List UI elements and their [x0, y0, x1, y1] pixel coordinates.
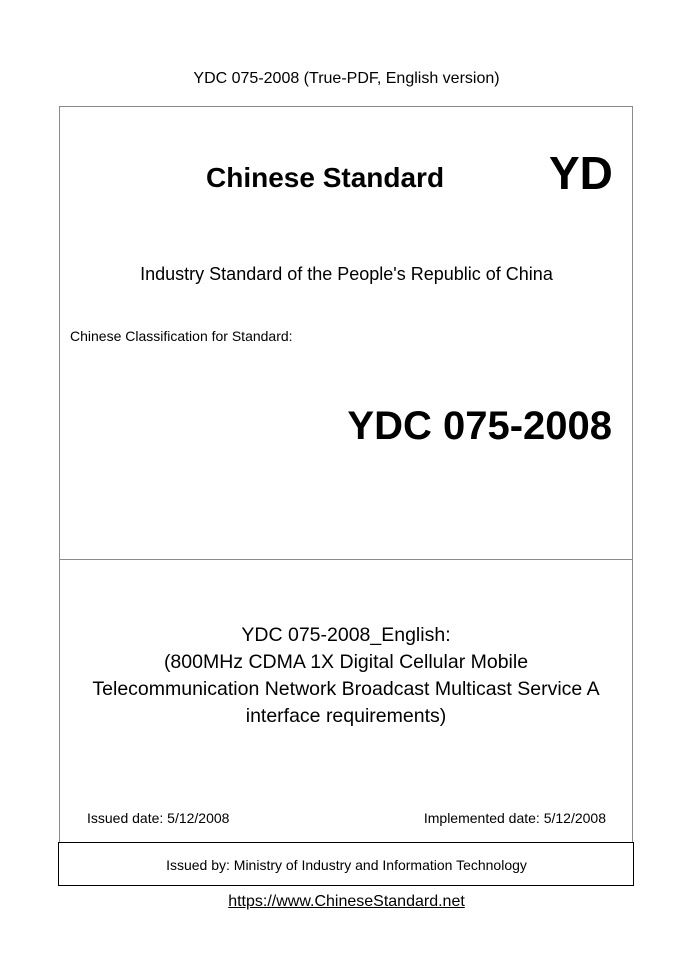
standard-type-title: Chinese Standard — [206, 162, 445, 193]
standard-number: YDC 075-2008 — [347, 404, 612, 448]
standard-prefix: YD — [549, 147, 613, 199]
document-title-line: interface requirements) — [245, 705, 447, 727]
standard-subtitle: Industry Standard of the People's Republic of China — [140, 264, 553, 284]
issued-by: Issued by: Ministry of Industry and Information Technology — [166, 857, 527, 873]
implemented-date: Implemented date: 5/12/2008 — [423, 810, 606, 826]
website-link[interactable]: https://www.ChineseStandard.net — [228, 893, 465, 910]
page-header: YDC 075-2008 (True-PDF, English version) — [193, 70, 500, 87]
document-title-line: Telecommunication Network Broadcast Multicast Service A — [92, 678, 600, 700]
document-title-line: YDC 075-2008_English: — [241, 624, 451, 646]
document-title-line: (800MHz CDMA 1X Digital Cellular Mobile — [163, 651, 529, 673]
document-title — [59, 622, 633, 730]
issued-date: Issued date: 5/12/2008 — [87, 810, 230, 826]
classification-label: Chinese Classification for Standard: — [70, 328, 293, 344]
